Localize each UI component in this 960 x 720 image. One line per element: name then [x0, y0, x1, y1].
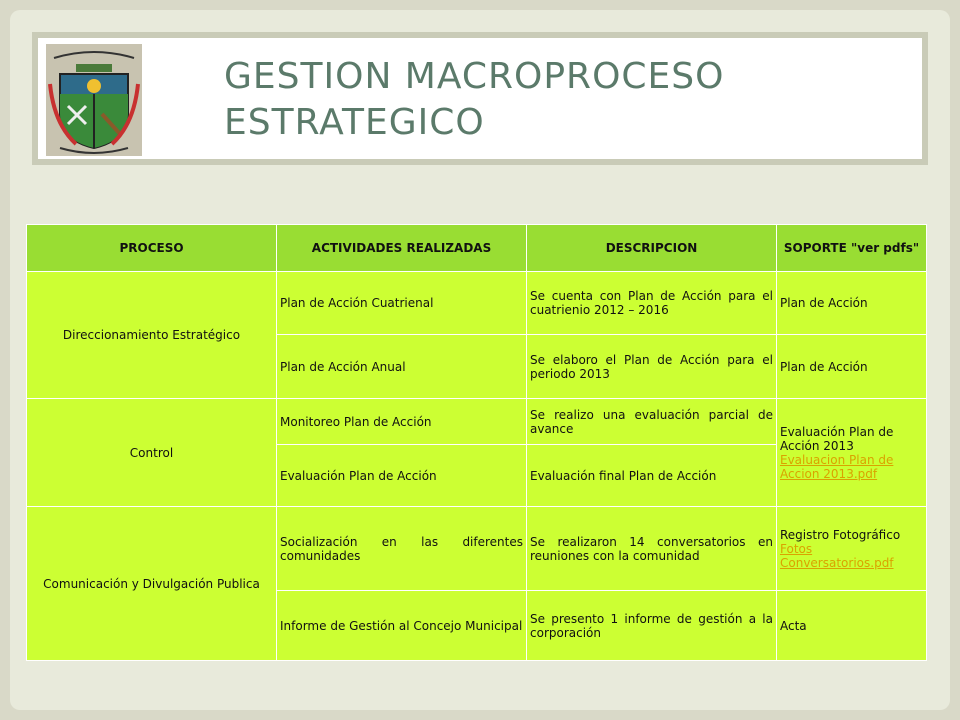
descripcion-cell: Se cuenta con Plan de Acción para el cuatrienio 2012 – 2016	[527, 272, 777, 335]
descripcion-cell: Evaluación final Plan de Acción	[527, 445, 777, 507]
table-row	[27, 399, 927, 445]
process-table	[26, 224, 927, 661]
pdf-link[interactable]: Evaluacion Plan de Accion 2013.pdf	[780, 452, 894, 481]
pdf-link[interactable]: Fotos Conversatorios.pdf	[780, 541, 894, 570]
descripcion-cell: Se presento 1 informe de gestión a la corporación	[527, 591, 777, 661]
title-bar	[32, 32, 928, 165]
table-row	[27, 272, 927, 335]
descripcion-cell: Se realizaron 14 conversatorios en reuniones con la comunidad	[527, 507, 777, 591]
header-soporte: SOPORTE "ver pdfs"	[777, 225, 927, 272]
header-descripcion: DESCRIPCION	[527, 225, 777, 272]
soporte-cell: Plan de Acción	[777, 335, 927, 399]
actividad-cell: Informe de Gestión al Concejo Municipal	[277, 591, 527, 661]
actividad-cell: Evaluación Plan de Acción	[277, 445, 527, 507]
actividad-cell: Monitoreo Plan de Acción	[277, 399, 527, 445]
header-actividades: ACTIVIDADES REALIZADAS	[277, 225, 527, 272]
proceso-cell: Comunicación y Divulgación Publica	[27, 507, 277, 661]
soporte-cell	[777, 507, 927, 591]
proceso-cell: Direccionamiento Estratégico	[27, 272, 277, 399]
coat-of-arms-logo	[46, 44, 142, 156]
table-header-row	[27, 225, 927, 272]
soporte-cell: Acta	[777, 591, 927, 661]
actividad-cell: Socialización en las diferentes comunidades	[277, 507, 527, 591]
soporte-text: Registro Fotográfico	[780, 527, 901, 542]
soporte-cell: Plan de Acción	[777, 272, 927, 335]
page-title: GESTION MACROPROCESO ESTRATEGICO	[224, 56, 725, 143]
actividad-cell: Plan de Acción Anual	[277, 335, 527, 399]
descripcion-cell: Se elaboro el Plan de Acción para el periodo 2013	[527, 335, 777, 399]
descripcion-cell: Se realizo una evaluación parcial de avance	[527, 399, 777, 445]
proceso-cell: Control	[27, 399, 277, 507]
header-proceso: PROCESO	[27, 225, 277, 272]
soporte-cell	[777, 399, 927, 507]
soporte-text: Evaluación Plan de Acción 2013	[780, 424, 894, 453]
actividad-cell: Plan de Acción Cuatrienal	[277, 272, 527, 335]
table-row	[27, 507, 927, 591]
